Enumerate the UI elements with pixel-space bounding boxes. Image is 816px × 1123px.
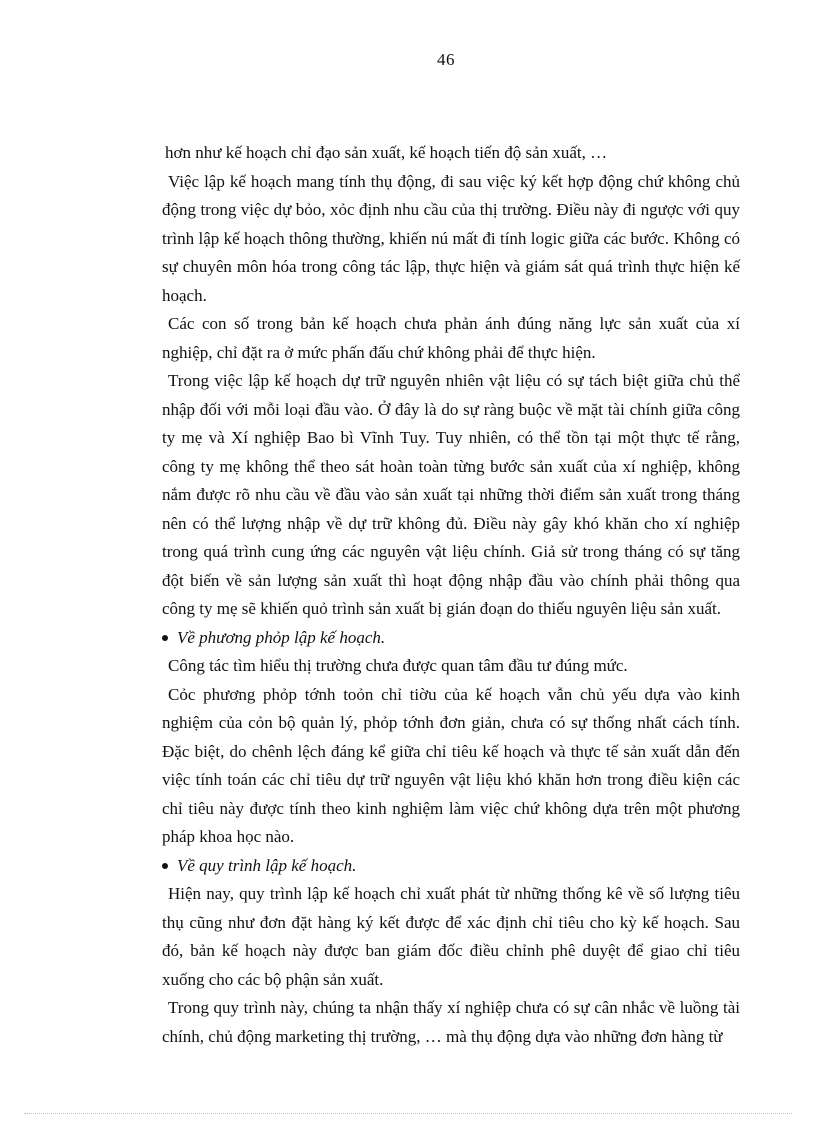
- bullet-planning-process-text: Về quy trình lập kế hoạch.: [177, 855, 357, 875]
- paragraph-process-observation: Trong quy trình này, chúng ta nhận thấy xí nghiệp chưa có sự cân nhắc về luồng tài chính, chủ động marketing thị trường, … mà thụ động dựa vào những đơn hàng từ: [162, 998, 740, 1046]
- paragraph-market-research: Công tác tìm hiểu thị trường chưa được quan tâm đầu tư đúng mức.: [168, 656, 628, 675]
- paragraph-current-process: Hiện nay, quy trình lập kế hoạch chỉ xuất phát từ những thống kê về số lượng tiêu thụ cũng như đơn đặt hàng ký kết được để xác định chỉ tiêu cho kỳ kế hoạch. Sau đó, bản kế hoạch này được ban giám đốc điều chỉnh phê duyệt để giao chỉ tiêu xuống cho các bộ phận sản xuất.: [162, 884, 740, 989]
- bullet-dot-icon: [162, 635, 168, 641]
- bullet-planning-method: [162, 624, 740, 653]
- page-bottom-divider: [24, 1113, 792, 1114]
- page-number: 46: [437, 50, 455, 69]
- paragraph-material-reserve: Trong việc lập kế hoạch dự trữ nguyên nhiên vật liệu có sự tách biệt giữa chủ thể nhập đối với mỗi loại đầu vào. Ở đây là do sự ràng buộc về mặt tài chính giữa công ty mẹ và Xí nghiệp Bao bì Vĩnh Tuy. Tuy nhiên, có thể tồn tại một thực tế rằng, công ty mẹ không thể theo sát hoàn toàn từng bước sản xuất của xí nghiệp, không nắm được rõ nhu cầu về đầu vào sản xuất tại những thời điểm sản xuất trong tháng nên có thể lượng nhập về dự trữ không đủ. Điều này gây khó khăn cho xí nghiệp trong quá trình cung ứng các nguyên vật liệu chính. Giả sử trong tháng có sự tăng đột biến về sản lượng sản xuất thì hoạt động nhập đầu vào chính phải thông qua công ty mẹ sẽ khiến quỏ trình sản xuất bị gián đoạn do thiếu nguyên liệu sản xuất.: [162, 371, 740, 618]
- bullet-planning-process: [162, 852, 740, 881]
- paragraph-passive-planning: Việc lập kế hoạch mang tính thụ động, đi sau việc ký kết hợp động chứ không chủ động trong việc dự bỏo, xỏc định nhu cầu của thị trường. Điều này đi ngược với quy trình lập kế hoạch thông thường, khiến nú mất đi tính logic giữa các bước. Không có sự chuyên môn hóa trong công tác lập, thực hiện và giám sát quá trình thực hiện kế hoạch.: [162, 171, 740, 305]
- document-body: [162, 139, 740, 1051]
- paragraph-continuation: hơn như kế hoạch chỉ đạo sản xuất, kế hoạch tiến độ sản xuất, …: [165, 143, 608, 162]
- paragraph-calculation-methods: Cỏc phương phỏp tớnh toỏn chỉ tiờu của kế hoạch vẫn chủ yếu dựa vào kinh nghiệm của cỏn bộ quản lý, phỏp tớnh đơn giản, chưa có sự thống nhất cách tính. Đặc biệt, do chênh lệch đáng kể giữa chỉ tiêu kế hoạch và thực tế sản xuất dẫn đến việc tính toán các chỉ tiêu dự trữ nguyên vật liệu khó khăn hơn trong điều kiện các chỉ tiêu này được tính theo kinh nghiệm làm việc chứ không dựa trên một phương pháp khoa học nào.: [162, 684, 740, 846]
- bullet-dot-icon: [162, 863, 168, 869]
- bullet-planning-method-text: Về phương phỏp lập kế hoạch.: [177, 627, 386, 647]
- paragraph-plan-figures: Các con số trong bản kế hoạch chưa phản ánh đúng năng lực sản xuất của xí nghiệp, chỉ đặt ra ở mức phấn đấu chứ không phải để thực hiện.: [162, 314, 740, 362]
